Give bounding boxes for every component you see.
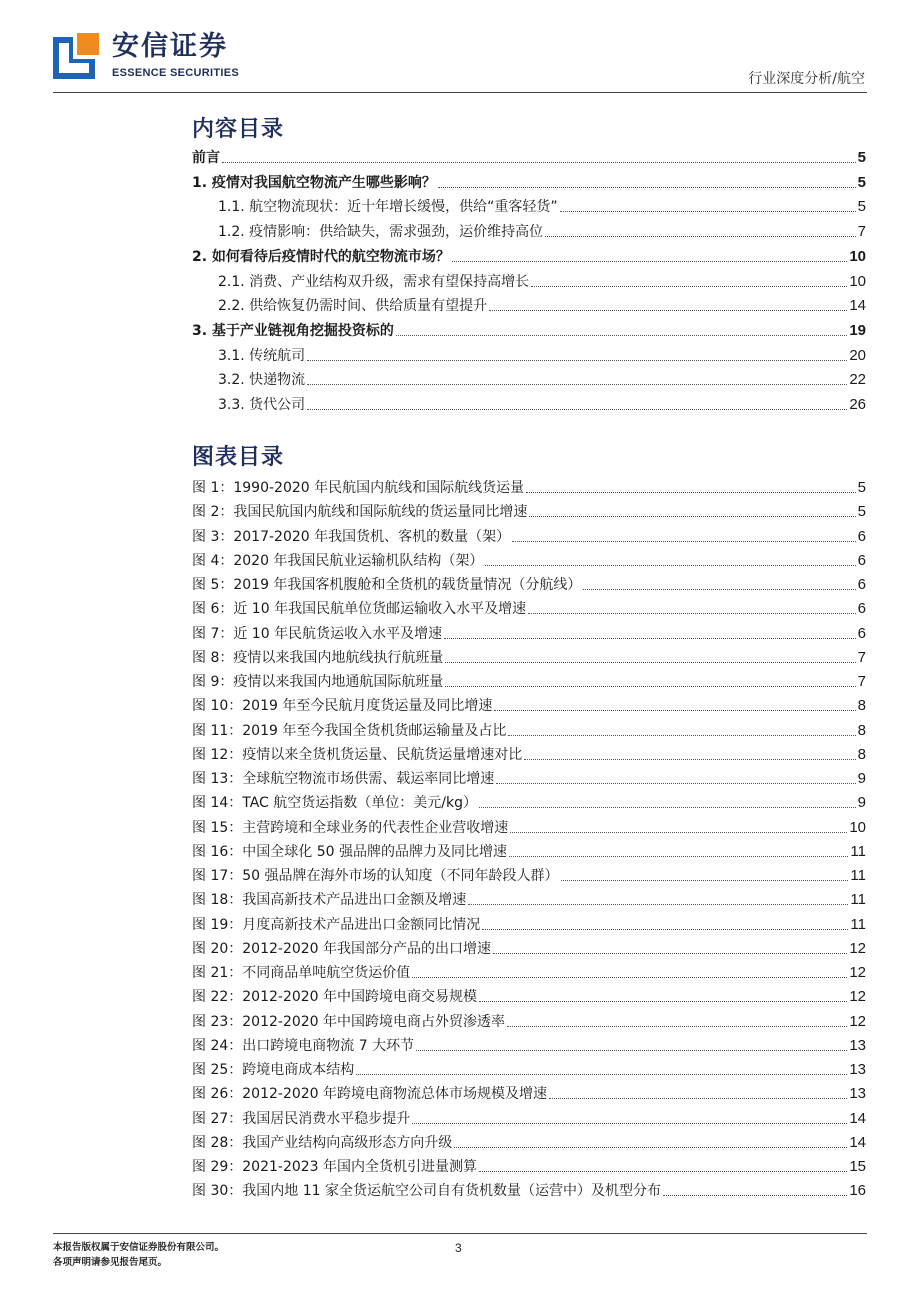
figure-entry-page: 10	[849, 818, 866, 836]
figure-entry[interactable]	[192, 818, 866, 838]
dot-leader	[561, 879, 849, 881]
figure-entry-label: 图 3：2017-2020 年我国货机、客机的数量（架）	[192, 528, 511, 545]
figure-entry-label: 图 22：2012-2020 年中国跨境电商交易规模	[192, 989, 478, 1006]
toc-entry-page: 19	[849, 321, 866, 339]
figure-entry-page: 8	[857, 697, 866, 715]
dot-leader	[445, 661, 855, 663]
figure-entry[interactable]	[192, 575, 866, 595]
dot-leader	[560, 210, 856, 212]
figure-entry-page: 11	[850, 842, 866, 860]
toc-entry[interactable]	[192, 173, 866, 193]
figure-entry-page: 7	[857, 648, 866, 666]
figure-entry-label: 图 15：主营跨境和全球业务的代表性企业营收增速	[192, 819, 509, 836]
brand-name-cn: 安信证券	[112, 31, 228, 62]
figure-entry-label: 图 2：我国民航国内航线和国际航线的货运量同比增速	[192, 504, 528, 521]
figure-entry[interactable]	[192, 1133, 866, 1153]
page-header	[0, 0, 920, 100]
figure-entry[interactable]	[192, 1036, 866, 1056]
dot-leader	[496, 782, 855, 784]
dot-leader	[222, 161, 856, 163]
toc-entry-label: 1.1. 航空物流现状：近十年增长缓慢，供给“重客轻货”	[218, 199, 558, 216]
dot-leader	[396, 334, 847, 336]
figure-entry[interactable]	[192, 624, 866, 644]
figure-entry-page: 5	[857, 479, 866, 496]
figure-entry[interactable]	[192, 963, 866, 983]
figure-entry-page: 14	[849, 1133, 866, 1151]
figure-entry-page: 6	[857, 576, 866, 593]
toc-entry[interactable]	[218, 346, 866, 366]
dot-leader	[549, 1097, 847, 1099]
toc-entry-page: 5	[857, 173, 866, 191]
dot-leader	[507, 1025, 847, 1027]
figure-entry[interactable]	[192, 478, 866, 498]
figure-entry-label: 图 24：出口跨境电商物流 7 大环节	[192, 1037, 415, 1054]
dot-leader	[445, 685, 855, 687]
toc-entry-label: 3.1. 传统航司	[218, 347, 306, 364]
dot-leader	[529, 515, 855, 517]
figure-entry-label: 图 21：不同商品单吨航空货运价值	[192, 965, 411, 981]
copyright-notice: 本报告版权属于安信证券股份有限公司。	[53, 1242, 225, 1253]
dot-leader	[454, 1146, 847, 1148]
toc-entry[interactable]	[192, 148, 866, 168]
figure-entry-label: 图 18：我国高新技术产品进出口金额及增速	[192, 892, 467, 909]
dot-leader	[493, 952, 847, 954]
figure-entry[interactable]	[192, 1012, 866, 1032]
figure-entry-page: 9	[857, 770, 866, 787]
dot-leader	[307, 383, 847, 385]
figure-entry-label: 图 23：2012-2020 年中国跨境电商占外贸渗透率	[192, 1013, 506, 1030]
dot-leader	[356, 1073, 847, 1075]
toc-entry-label: 2.2. 供给恢复仍需时间、供给质量有望提升	[218, 298, 488, 315]
figure-entry-page: 6	[857, 551, 866, 569]
figure-entry-page: 8	[857, 745, 866, 763]
report-category: 行业深度分析/航空	[748, 71, 865, 87]
dot-leader	[479, 1000, 847, 1002]
figure-entry[interactable]	[192, 696, 866, 716]
figure-entry-page: 12	[849, 964, 866, 981]
figure-entry-page: 13	[849, 1085, 866, 1103]
dot-leader	[444, 637, 856, 639]
toc-entry-page: 22	[849, 371, 866, 389]
figure-entry-label: 图 4：2020 年我国民航业运输机队结构（架）	[192, 552, 484, 569]
figure-entry-page: 11	[850, 891, 866, 909]
figure-entry-label: 图 14：TAC 航空货运指数（单位：美元/kg）	[192, 795, 477, 812]
dot-leader	[416, 1049, 847, 1051]
dot-leader	[412, 976, 847, 978]
figure-entry-label: 图 27：我国居民消费水平稳步提升	[192, 1110, 411, 1127]
figure-entry[interactable]	[192, 842, 866, 862]
figure-entry-page: 11	[850, 867, 866, 884]
figure-entry-page: 12	[849, 939, 866, 957]
toc-entry[interactable]	[218, 272, 866, 292]
figure-entry-page: 5	[857, 503, 866, 521]
dot-leader	[512, 540, 856, 542]
figure-entry[interactable]	[192, 1084, 866, 1104]
figure-list-title: 图表目录	[192, 445, 285, 470]
figure-entry-label: 图 16：中国全球化 50 强品牌的品牌力及同比增速	[192, 843, 507, 860]
figure-entry-page: 12	[849, 1012, 866, 1030]
figure-entry-label: 图 6：近 10 年我国民航单位货邮运输收入水平及增速	[192, 601, 527, 618]
brand-name-en: ESSENCE SECURITIES	[112, 67, 240, 79]
toc-entry-label: 3.3. 货代公司	[218, 397, 306, 413]
dot-leader	[438, 186, 856, 188]
figure-entry[interactable]	[192, 915, 866, 935]
dot-leader	[545, 235, 855, 237]
toc-entry-page: 26	[849, 396, 866, 413]
figure-entry[interactable]	[192, 939, 866, 959]
figure-entry[interactable]	[192, 1060, 866, 1080]
dot-leader	[494, 709, 855, 711]
figure-entry[interactable]	[192, 866, 866, 886]
toc-entry-page: 5	[857, 198, 866, 216]
dot-leader	[307, 408, 847, 410]
dot-leader	[479, 1170, 847, 1172]
figure-entry-page: 7	[857, 673, 866, 690]
dot-leader	[528, 612, 856, 614]
footer-divider	[53, 1233, 867, 1234]
figure-entry-label: 图 9：疫情以来我国内地通航国际航班量	[192, 674, 444, 690]
dot-leader	[479, 806, 856, 808]
figure-entry-page: 15	[849, 1158, 866, 1175]
figure-entry-page: 6	[857, 600, 866, 618]
figure-entry-label: 图 19：月度高新技术产品进出口金额同比情况	[192, 916, 481, 933]
toc-entry[interactable]	[192, 247, 866, 267]
figure-entry-page: 6	[857, 527, 866, 545]
figure-entry[interactable]	[192, 987, 866, 1007]
figure-entry[interactable]	[192, 672, 866, 692]
figure-entry-page: 6	[857, 624, 866, 642]
figure-entry[interactable]	[192, 721, 866, 741]
toc-entry-page: 14	[849, 297, 866, 315]
dot-leader	[482, 928, 848, 930]
figure-entry-label: 图 13：全球航空物流市场供需、载运率同比增速	[192, 771, 495, 787]
toc-title: 内容目录	[192, 117, 285, 142]
toc-entry-label: 2. 如何看待后疫情时代的航空物流市场？	[192, 248, 450, 265]
toc-entry[interactable]	[218, 197, 866, 217]
dot-leader	[531, 285, 847, 287]
toc-entry-page: 10	[849, 247, 866, 265]
figure-entry-page: 16	[849, 1182, 866, 1200]
figure-entry-label: 图 10：2019 年至今民航月度货运量及同比增速	[192, 698, 493, 715]
toc-entry-page: 5	[857, 149, 866, 166]
dot-leader	[468, 903, 848, 905]
dot-leader	[524, 758, 855, 760]
figure-entry[interactable]	[192, 599, 866, 619]
toc-entry-label: 3.2. 快递物流	[218, 372, 306, 389]
figure-entry[interactable]	[192, 502, 866, 522]
toc-entry-label: 3. 基于产业链视角挖掘投资标的	[192, 322, 394, 339]
toc-entry[interactable]	[218, 370, 866, 390]
figure-entry-label: 图 7：近 10 年民航货运收入水平及增速	[192, 625, 443, 642]
figure-entry-label: 图 28：我国产业结构向高级形态方向升级	[192, 1134, 453, 1151]
toc-entry[interactable]	[218, 395, 866, 415]
dot-leader	[452, 260, 847, 262]
figure-entry[interactable]	[192, 793, 866, 813]
figure-entry[interactable]	[192, 551, 866, 571]
figure-entry-page: 13	[849, 1061, 866, 1078]
toc-entry-label: 2.1. 消费、产业结构双升级，需求有望保持高增长	[218, 273, 530, 290]
figure-entry[interactable]	[192, 745, 866, 765]
dot-leader	[412, 1122, 847, 1124]
toc-entry[interactable]	[192, 321, 866, 341]
figure-entry-label: 图 25：跨境电商成本结构	[192, 1062, 355, 1078]
header-divider	[53, 92, 867, 93]
figure-entry-label: 图 20：2012-2020 年我国部分产品的出口增速	[192, 940, 492, 957]
toc-entry-page: 7	[857, 223, 866, 241]
dot-leader	[509, 855, 848, 857]
figure-entry-label: 图 11：2019 年至今我国全货机货邮运输量及占比	[192, 722, 507, 739]
figure-entry[interactable]	[192, 1157, 866, 1177]
figure-entry-label: 图 29：2021-2023 年国内全货机引进量测算	[192, 1159, 478, 1175]
dot-leader	[508, 734, 855, 736]
toc-entry[interactable]	[218, 296, 866, 316]
dot-leader	[510, 831, 847, 833]
figure-entry-label: 图 17：50 强品牌在海外市场的认知度（不同年龄段人群）	[192, 868, 559, 884]
dot-leader	[307, 359, 847, 361]
figure-entry-label: 图 5：2019 年我国客机腹舱和全货机的载货量情况（分航线）	[192, 577, 582, 593]
figure-entry[interactable]	[192, 890, 866, 910]
toc-entry-label: 1. 疫情对我国航空物流产生哪些影响？	[192, 174, 436, 191]
figure-entry-page: 12	[849, 988, 866, 1006]
figure-entry-page: 14	[849, 1109, 866, 1127]
figure-entry[interactable]	[192, 527, 866, 547]
figure-entry-page: 9	[857, 794, 866, 812]
toc-entry[interactable]	[218, 222, 866, 242]
figure-entry[interactable]	[192, 769, 866, 789]
toc-entry-label: 1.2. 疫情影响：供给缺失，需求强劲，运价维持高位	[218, 224, 544, 241]
disclaimer-notice: 各项声明请参见报告尾页。	[53, 1257, 168, 1268]
figure-entry[interactable]	[192, 1181, 866, 1201]
essence-logo-icon	[53, 33, 99, 79]
dot-leader	[485, 564, 855, 566]
dot-leader	[663, 1194, 847, 1196]
figure-entry[interactable]	[192, 1109, 866, 1129]
figure-entry-label: 图 26：2012-2020 年跨境电商物流总体市场规模及增速	[192, 1086, 548, 1103]
figure-entry-label: 图 1：1990-2020 年民航国内航线和国际航线货运量	[192, 480, 525, 496]
dot-leader	[526, 491, 856, 493]
page-number: 3	[455, 1241, 462, 1255]
figure-entry-page: 8	[857, 721, 866, 739]
toc-entry-page: 20	[849, 346, 866, 364]
figure-entry-page: 13	[849, 1036, 866, 1054]
figure-entry-label: 图 8：疫情以来我国内地航线执行航班量	[192, 649, 444, 666]
dot-leader	[583, 588, 855, 590]
toc-entry-label: 前言	[192, 150, 220, 166]
figure-entry-label: 图 12：疫情以来全货机货运量、民航货运量增速对比	[192, 746, 523, 763]
figure-entry-page: 11	[850, 915, 866, 933]
dot-leader	[489, 309, 847, 311]
figure-entry[interactable]	[192, 648, 866, 668]
figure-entry-label: 图 30：我国内地 11 家全货运航空公司自有货机数量（运营中）及机型分布	[192, 1183, 661, 1200]
toc-entry-page: 10	[849, 272, 866, 290]
